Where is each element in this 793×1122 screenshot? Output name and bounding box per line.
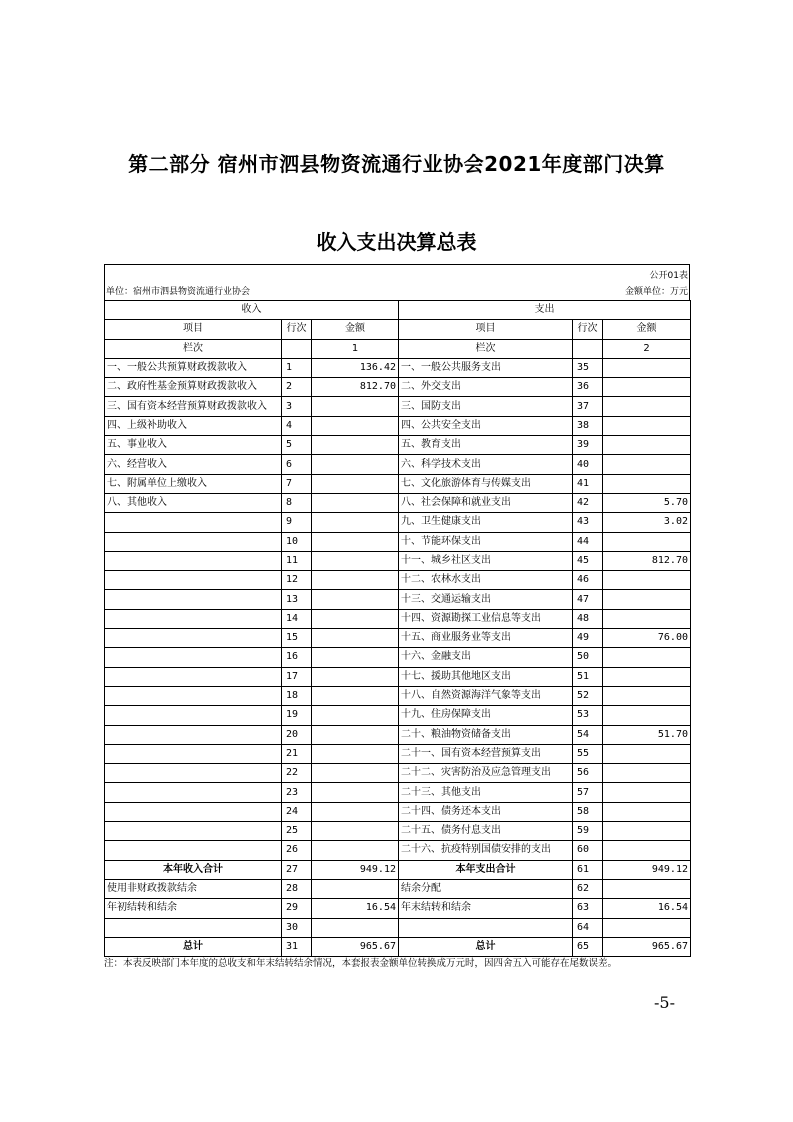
- income-rowno-cell: 28: [282, 879, 312, 898]
- expense-rowno-cell: 65: [573, 937, 603, 956]
- income-item-cell: 八、其他收入: [105, 493, 282, 512]
- income-rowno-cell: 30: [282, 918, 312, 937]
- expense-item-cell: 二十四、债务还本支出: [399, 802, 573, 821]
- table-row: [105, 879, 691, 898]
- table-row: [105, 802, 691, 821]
- expense-item-cell: [399, 918, 573, 937]
- income-rowno-cell: 1: [282, 358, 312, 377]
- expense-item-cell: 十一、城乡社区支出: [399, 551, 573, 570]
- income-item-cell: 二、政府性基金预算财政拨款收入: [105, 378, 282, 397]
- income-rowno-cell: 21: [282, 744, 312, 763]
- income-rowno-cell: 27: [282, 860, 312, 879]
- expense-rowno-cell: 45: [573, 551, 603, 570]
- expense-rowno-cell: 63: [573, 899, 603, 918]
- column-header-row: [105, 320, 691, 339]
- document-title: 第二部分 宿州市泗县物资流通行业协会2021年度部门决算: [128, 152, 665, 176]
- income-amount-header: 金额: [312, 320, 399, 339]
- expense-rowno-cell: 37: [573, 397, 603, 416]
- expense-item-cell: 十三、交通运输支出: [399, 590, 573, 609]
- expense-rowno-cell: 61: [573, 860, 603, 879]
- expense-amount-cell: 965.67: [603, 937, 691, 956]
- income-rowno-cell: 25: [282, 822, 312, 841]
- income-rowno-cell: 10: [282, 532, 312, 551]
- expense-item-cell: 九、卫生健康支出: [399, 513, 573, 532]
- expense-amount-cell: 76.00: [603, 629, 691, 648]
- expense-item-cell: 二十、粮油物资储备支出: [399, 725, 573, 744]
- income-item-header: 项目: [105, 320, 282, 339]
- expense-amount-cell: [603, 764, 691, 783]
- expense-amount-cell: 51.70: [603, 725, 691, 744]
- expense-header: 支出: [399, 301, 691, 320]
- amount-unit: 金额单位：万元: [624, 287, 688, 297]
- income-item-cell: [105, 802, 282, 821]
- income-rowno-cell: 17: [282, 667, 312, 686]
- expense-amount-cell: [603, 609, 691, 628]
- table-row: [105, 609, 691, 628]
- expense-amount-cell: [603, 416, 691, 435]
- table-row: [105, 455, 691, 474]
- table-row: [105, 378, 691, 397]
- expense-amount-cell: 812.70: [603, 551, 691, 570]
- income-rowno-cell: 4: [282, 416, 312, 435]
- table-row: [105, 629, 691, 648]
- expense-item-cell: 十六、金融支出: [399, 648, 573, 667]
- income-item-cell: [105, 609, 282, 628]
- income-item-cell: 年初结转和结余: [105, 899, 282, 918]
- income-amount-cell: [312, 532, 399, 551]
- expense-item-cell: 十八、自然资源海洋气象等支出: [399, 686, 573, 705]
- table-row: [105, 590, 691, 609]
- expense-rowno-cell: 48: [573, 609, 603, 628]
- expense-rowno-cell: 58: [573, 802, 603, 821]
- income-amount-cell: [312, 667, 399, 686]
- income-item-cell: 一、一般公共预算财政拨款收入: [105, 358, 282, 377]
- expense-amount-cell: [603, 532, 691, 551]
- expense-rowno-cell: 51: [573, 667, 603, 686]
- expense-amount-cell: [603, 822, 691, 841]
- table-row: [105, 686, 691, 705]
- expense-rowno-cell: 50: [573, 648, 603, 667]
- income-amount-cell: [312, 551, 399, 570]
- table-row: [105, 725, 691, 744]
- income-amount-cell: [312, 918, 399, 937]
- income-item-cell: [105, 590, 282, 609]
- income-amount-cell: [312, 629, 399, 648]
- income-amount-cell: [312, 455, 399, 474]
- expense-item-cell: 八、社会保障和就业支出: [399, 493, 573, 512]
- expense-rowno-cell: 38: [573, 416, 603, 435]
- table-row: [105, 648, 691, 667]
- expense-item-cell: 十五、商业服务业等支出: [399, 629, 573, 648]
- income-rowno-cell: 16: [282, 648, 312, 667]
- table-row: [105, 551, 691, 570]
- table-row: [105, 513, 691, 532]
- expense-item-cell: 一、一般公共服务支出: [399, 358, 573, 377]
- income-amount-cell: [312, 764, 399, 783]
- income-item-cell: 七、附属单位上缴收入: [105, 474, 282, 493]
- income-column-index: 1: [312, 339, 399, 358]
- expense-item-cell: 本年支出合计: [399, 860, 573, 879]
- income-item-cell: [105, 532, 282, 551]
- expense-item-cell: 十、节能环保支出: [399, 532, 573, 551]
- expense-item-cell: 十九、住房保障支出: [399, 706, 573, 725]
- income-item-cell: [105, 764, 282, 783]
- expense-amount-cell: [603, 436, 691, 455]
- income-amount-cell: [312, 648, 399, 667]
- expense-rowno-cell: 39: [573, 436, 603, 455]
- income-rowno-cell: 9: [282, 513, 312, 532]
- expense-rowno-cell: 36: [573, 378, 603, 397]
- income-amount-cell: [312, 802, 399, 821]
- expense-amount-cell: [603, 358, 691, 377]
- income-amount-cell: [312, 879, 399, 898]
- income-rowno-cell: 11: [282, 551, 312, 570]
- expense-item-cell: 二十六、抗疫特别国债安排的支出: [399, 841, 573, 860]
- expense-amount-cell: [603, 783, 691, 802]
- expense-item-cell: 十二、农林水支出: [399, 571, 573, 590]
- expense-item-cell: 结余分配: [399, 879, 573, 898]
- income-amount-cell: [312, 783, 399, 802]
- expense-rowno-cell: 35: [573, 358, 603, 377]
- expense-amount-cell: 16.54: [603, 899, 691, 918]
- expense-rowno-cell: 54: [573, 725, 603, 744]
- expense-amount-header: 金额: [603, 320, 691, 339]
- expense-rowno-cell: 57: [573, 783, 603, 802]
- income-amount-cell: [312, 571, 399, 590]
- expense-amount-cell: [603, 378, 691, 397]
- expense-item-cell: 二十五、债务付息支出: [399, 822, 573, 841]
- expense-item-cell: 十四、资源勘探工业信息等支出: [399, 609, 573, 628]
- expense-item-cell: 二十三、其他支出: [399, 783, 573, 802]
- expense-rowno-cell: 55: [573, 744, 603, 763]
- income-rowno-cell: 22: [282, 764, 312, 783]
- expense-rowno-cell: 56: [573, 764, 603, 783]
- expense-amount-cell: [603, 744, 691, 763]
- income-amount-cell: 812.70: [312, 378, 399, 397]
- income-item-cell: 六、经营收入: [105, 455, 282, 474]
- unit-label: 单位：宿州市泗县物资流通行业协会: [106, 287, 251, 297]
- income-rowno-cell: 5: [282, 436, 312, 455]
- table-row: [105, 860, 691, 879]
- income-rowno-cell: 15: [282, 629, 312, 648]
- income-rowno-cell: 26: [282, 841, 312, 860]
- expense-amount-cell: 5.70: [603, 493, 691, 512]
- expense-rowno-cell: 41: [573, 474, 603, 493]
- table-row: [105, 532, 691, 551]
- expense-rowno-cell: 62: [573, 879, 603, 898]
- table-row: [105, 744, 691, 763]
- expense-rowno-cell: 47: [573, 590, 603, 609]
- expense-item-header: 项目: [399, 320, 573, 339]
- expense-item-cell: 年末结转和结余: [399, 899, 573, 918]
- income-amount-cell: [312, 686, 399, 705]
- income-item-cell: [105, 513, 282, 532]
- expense-column-label: 栏次: [399, 339, 573, 358]
- expense-rowno-cell: 64: [573, 918, 603, 937]
- income-item-cell: [105, 551, 282, 570]
- table-row: [105, 899, 691, 918]
- section-header-row: [105, 301, 691, 320]
- expense-amount-cell: [603, 397, 691, 416]
- expense-amount-cell: [603, 918, 691, 937]
- table-row: [105, 474, 691, 493]
- income-item-cell: [105, 744, 282, 763]
- expense-item-cell: 六、科学技术支出: [399, 455, 573, 474]
- expense-item-cell: 七、文化旅游体育与传媒支出: [399, 474, 573, 493]
- table-row: [105, 764, 691, 783]
- income-amount-cell: [312, 436, 399, 455]
- expense-rowno-cell: 60: [573, 841, 603, 860]
- expense-amount-cell: [603, 686, 691, 705]
- table-row: [105, 358, 691, 377]
- expense-rowno-cell: 59: [573, 822, 603, 841]
- income-amount-cell: [312, 609, 399, 628]
- income-item-cell: [105, 648, 282, 667]
- income-item-cell: [105, 918, 282, 937]
- income-item-cell: [105, 725, 282, 744]
- income-amount-cell: [312, 513, 399, 532]
- expense-amount-cell: [603, 455, 691, 474]
- expense-rowno-header: 行次: [573, 320, 603, 339]
- expense-amount-cell: [603, 571, 691, 590]
- income-amount-cell: [312, 397, 399, 416]
- expense-amount-cell: 3.02: [603, 513, 691, 532]
- expense-rowno-cell: 40: [573, 455, 603, 474]
- income-amount-cell: [312, 474, 399, 493]
- table-row: [105, 667, 691, 686]
- expense-amount-cell: [603, 667, 691, 686]
- table-row: [105, 436, 691, 455]
- expense-amount-cell: [603, 590, 691, 609]
- table-title: 收入支出决算总表: [316, 230, 477, 254]
- income-rowno-cell: 12: [282, 571, 312, 590]
- income-item-cell: [105, 571, 282, 590]
- income-item-cell: 总计: [105, 937, 282, 956]
- form-code: 公开01表: [649, 271, 688, 281]
- income-amount-cell: [312, 706, 399, 725]
- income-rowno-cell: 31: [282, 937, 312, 956]
- income-item-cell: 五、事业收入: [105, 436, 282, 455]
- expense-column-index: 2: [603, 339, 691, 358]
- income-header: 收入: [105, 301, 399, 320]
- expense-amount-cell: [603, 802, 691, 821]
- expense-rowno-cell: 43: [573, 513, 603, 532]
- expense-item-cell: 三、国防支出: [399, 397, 573, 416]
- expense-item-cell: 四、公共安全支出: [399, 416, 573, 435]
- expense-rowno-cell: 46: [573, 571, 603, 590]
- expense-amount-cell: [603, 841, 691, 860]
- income-item-cell: [105, 629, 282, 648]
- income-item-cell: [105, 841, 282, 860]
- income-amount-cell: [312, 725, 399, 744]
- table-note: 注：本表反映部门本年度的总收支和年末结转结余情况，本套报表金额单位转换成万元时，因四舍五入可能存在尾数误差。: [104, 958, 618, 969]
- expense-item-cell: 十七、援助其他地区支出: [399, 667, 573, 686]
- income-amount-cell: 965.67: [312, 937, 399, 956]
- income-amount-cell: [312, 841, 399, 860]
- income-column-blank: [282, 339, 312, 358]
- table-row: [105, 397, 691, 416]
- expense-column-blank: [573, 339, 603, 358]
- expense-amount-cell: 949.12: [603, 860, 691, 879]
- expense-amount-cell: [603, 474, 691, 493]
- income-item-cell: 本年收入合计: [105, 860, 282, 879]
- income-amount-cell: [312, 493, 399, 512]
- expense-item-cell: 总计: [399, 937, 573, 956]
- income-amount-cell: 16.54: [312, 899, 399, 918]
- income-amount-cell: 949.12: [312, 860, 399, 879]
- income-rowno-cell: 24: [282, 802, 312, 821]
- income-item-cell: 三、国有资本经营预算财政拨款收入: [105, 397, 282, 416]
- expense-rowno-cell: 52: [573, 686, 603, 705]
- income-amount-cell: [312, 744, 399, 763]
- income-column-label: 栏次: [105, 339, 282, 358]
- income-rowno-cell: 23: [282, 783, 312, 802]
- table-row: [105, 493, 691, 512]
- income-amount-cell: [312, 822, 399, 841]
- income-expense-table: [104, 300, 691, 957]
- expense-amount-cell: [603, 879, 691, 898]
- expense-item-cell: 二十一、国有资本经营预算支出: [399, 744, 573, 763]
- income-rowno-cell: 20: [282, 725, 312, 744]
- income-rowno-cell: 2: [282, 378, 312, 397]
- income-item-cell: 使用非财政拨款结余: [105, 879, 282, 898]
- expense-item-cell: 二、外交支出: [399, 378, 573, 397]
- page-number: -5-: [654, 993, 675, 1012]
- expense-rowno-cell: 49: [573, 629, 603, 648]
- table-row: [105, 416, 691, 435]
- expense-item-cell: 二十二、灾害防治及应急管理支出: [399, 764, 573, 783]
- table-row: [105, 783, 691, 802]
- income-item-cell: [105, 706, 282, 725]
- income-rowno-header: 行次: [282, 320, 312, 339]
- income-rowno-cell: 29: [282, 899, 312, 918]
- income-amount-cell: [312, 416, 399, 435]
- income-item-cell: 四、上级补助收入: [105, 416, 282, 435]
- income-rowno-cell: 6: [282, 455, 312, 474]
- expense-item-cell: 五、教育支出: [399, 436, 573, 455]
- table-row: [105, 706, 691, 725]
- income-item-cell: [105, 783, 282, 802]
- table-row: [105, 571, 691, 590]
- income-rowno-cell: 8: [282, 493, 312, 512]
- income-item-cell: [105, 686, 282, 705]
- income-item-cell: [105, 822, 282, 841]
- table-row: [105, 822, 691, 841]
- income-rowno-cell: 19: [282, 706, 312, 725]
- income-rowno-cell: 18: [282, 686, 312, 705]
- expense-amount-cell: [603, 648, 691, 667]
- income-item-cell: [105, 667, 282, 686]
- income-rowno-cell: 13: [282, 590, 312, 609]
- table-row: [105, 937, 691, 956]
- income-amount-cell: 136.42: [312, 358, 399, 377]
- expense-amount-cell: [603, 706, 691, 725]
- table-row: [105, 918, 691, 937]
- expense-rowno-cell: 53: [573, 706, 603, 725]
- column-index-row: [105, 339, 691, 358]
- income-rowno-cell: 14: [282, 609, 312, 628]
- income-rowno-cell: 3: [282, 397, 312, 416]
- expense-rowno-cell: 44: [573, 532, 603, 551]
- expense-rowno-cell: 42: [573, 493, 603, 512]
- table-row: [105, 841, 691, 860]
- income-rowno-cell: 7: [282, 474, 312, 493]
- income-amount-cell: [312, 590, 399, 609]
